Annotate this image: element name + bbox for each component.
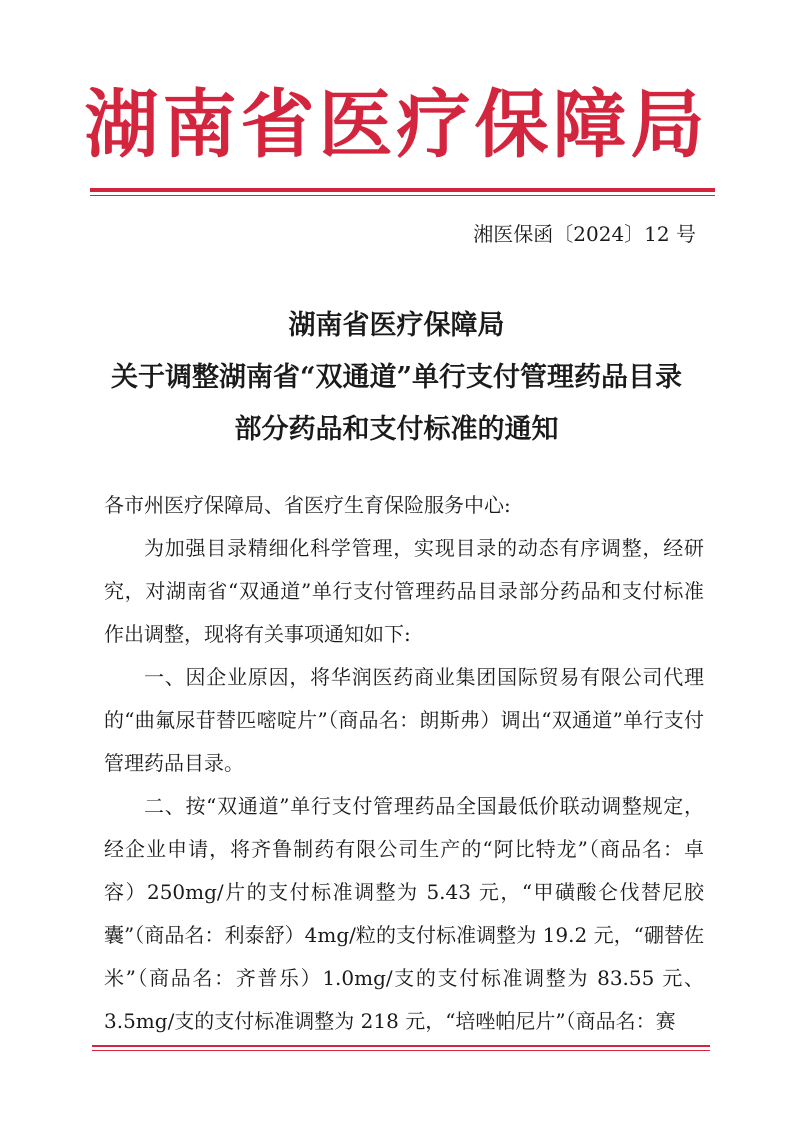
issuer-masthead: 湖南省医疗保障局 <box>84 82 709 168</box>
body-paragraph-item-2: 二、按“双通道”单行支付管理药品全国最低价联动调整规定，经企业申请，将齐鲁制药有限公司生产的“阿比特龙”（商品名：卓容）250mg/片的支付标准调整为 5.43 元，“甲磺酸仑伐替尼胶囊”（商品名：利泰舒）4mg/粒的支付标准调整为 19.2 元，“硼替佐米”（商品名：齐普乐）1.0mg/支的支付标准调整为 83.55 元、3.5mg/支的支付标准调整为 218 元，“培唑帕尼片”（商品名：赛 <box>104 794 704 1033</box>
title-line-2: 关于调整湖南省“双通道”单行支付管理药品目录 <box>110 362 683 393</box>
header-red-rule <box>90 188 715 192</box>
header-red-rule-thin <box>90 195 715 196</box>
document-number: 湘医保函〔2024〕12 号 <box>473 222 696 246</box>
title-line-1: 湖南省医疗保障局 <box>288 310 505 341</box>
document-body <box>104 484 704 1043</box>
body-paragraph-intro: 为加强目录精细化科学管理，实现目录的动态有序调整，经研究，对湖南省“双通道”单行支付管理药品目录部分药品和支付标准作出调整，现将有关事项通知如下: <box>104 536 704 646</box>
document-title <box>0 300 793 456</box>
salutation: 各市州医疗保障局、省医疗生育保险服务中心: <box>104 493 511 517</box>
title-line-3: 部分药品和支付标准的通知 <box>234 414 559 445</box>
body-paragraph-item-1: 一、因企业原因，将华润医药商业集团国际贸易有限公司代理的“曲氟尿苷替匹嘧啶片”（商品名：朗斯弗）调出“双通道”单行支付管理药品目录。 <box>104 665 704 775</box>
footer-red-rule <box>92 1045 710 1047</box>
footer-red-rule-thin <box>92 1050 710 1051</box>
